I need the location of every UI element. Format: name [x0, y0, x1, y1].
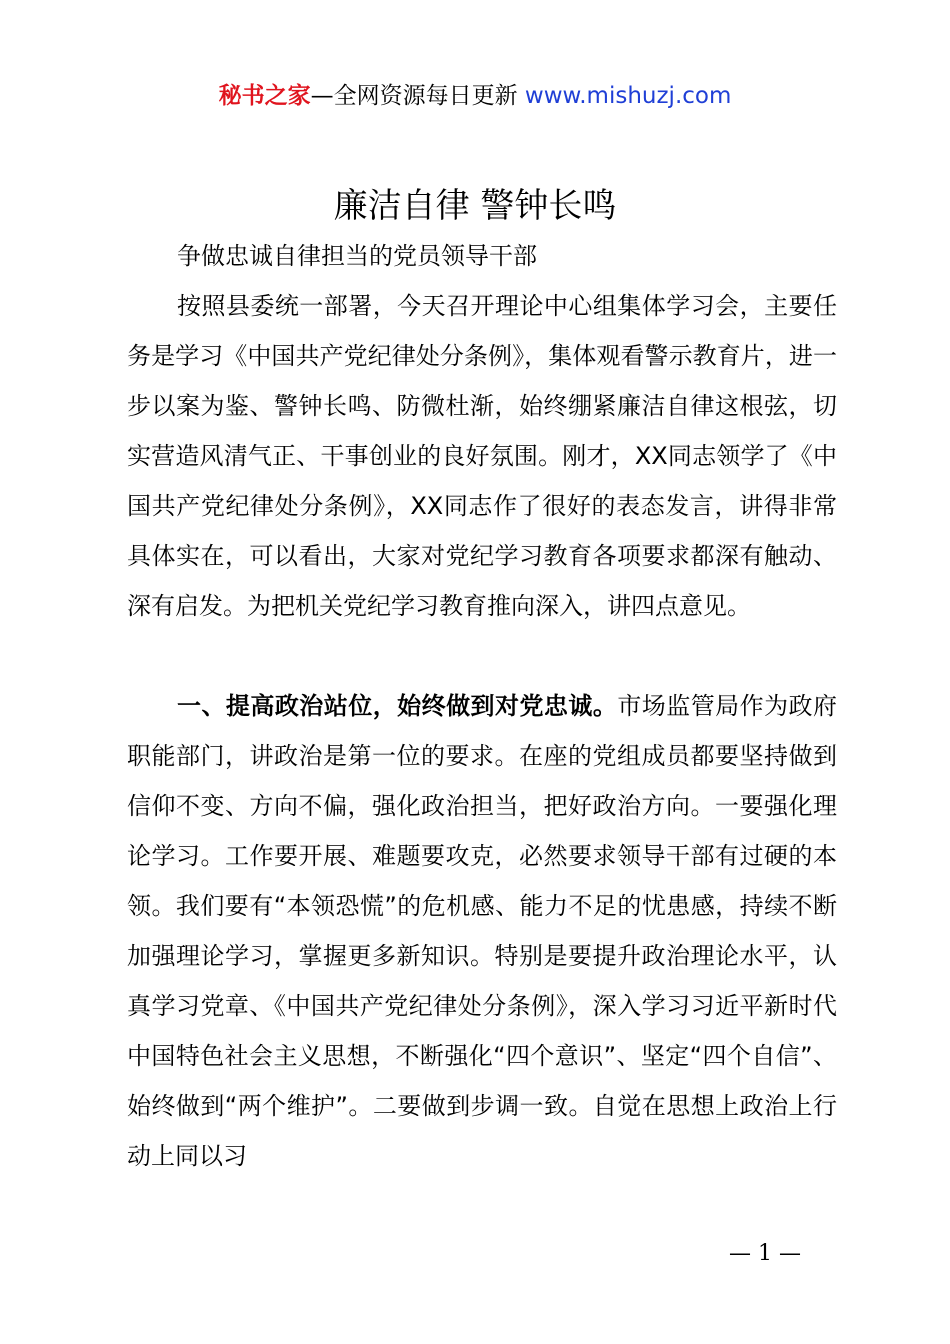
section-1-paragraph: [127, 681, 837, 1181]
section-1-heading: 一、提高政治站位，始终做到对党忠诚。: [177, 692, 618, 720]
brand-name: 秘书之家: [218, 83, 311, 109]
site-url-link[interactable]: www.mishuzj.com: [524, 83, 732, 109]
intro-paragraph: 按照县委统一部署，今天召开理论中心组集体学习会，主要任务是学习《中国共产党纪律处分条例》，集体观看警示教育片，进一步以案为鉴、警钟长鸣、防微杜渐，始终绷紧廉洁自律这根弦，切实营造风清气正、干事创业的良好氛围。刚才，XX同志领学了《中国共产党纪律处分条例》，XX同志作了很好的表态发言，讲得非常具体实在，可以看出，大家对党纪学习教育各项要求都深有触动、深有启发。为把机关党纪学习教育推向深入，讲四点意见。: [127, 292, 837, 620]
section-1-text: 市场监管局作为政府职能部门，讲政治是第一位的要求。在座的党组成员都要坚持做到信仰不变、方向不偏，强化政治担当，把好政治方向。一要强化理论学习。工作要开展、难题要攻克，必然要求领导干部有过硬的本领。我们要有“本领恐慌”的危机感、能力不足的忧患感，持续不断加强理论学习，掌握更多新知识。特别是要提升政治理论水平，认真学习党章、《中国共产党纪律处分条例》，深入学习习近平新时代中国特色社会主义思想，不断强化“四个意识”、坚定“四个自信”、始终做到“两个维护”。二要做到步调一致。自觉在思想上政治上行动上同以习: [127, 692, 838, 1170]
banner-tagline: —全网资源每日更新: [310, 83, 518, 109]
page-number: — 1 —: [729, 1241, 801, 1266]
document-title: 廉洁自律 警钟长鸣: [333, 186, 617, 226]
document-subtitle: 争做忠诚自律担当的党员领导干部: [177, 242, 537, 270]
site-banner: [0, 80, 950, 112]
